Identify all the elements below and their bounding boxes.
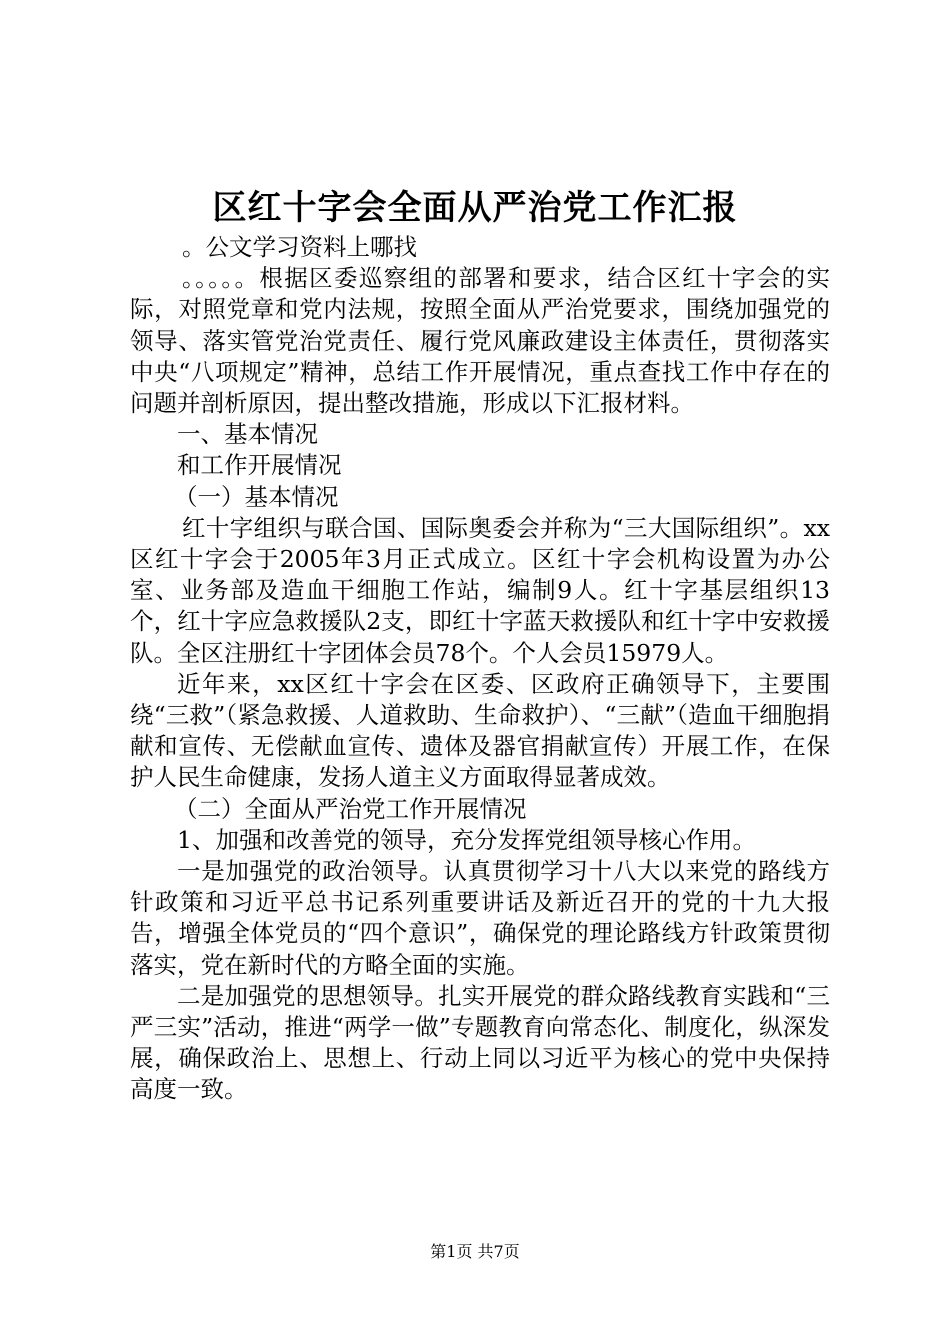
page-footer: 第1页 共7页	[430, 1242, 520, 1261]
paragraph-preamble: 。。。。。根据区委巡察组的部署和要求，结合区红十字会的实际，对照党章和党内法规，按照全面从严治党要求，围绕加强党的领导、落实管党治党责任、履行党风廉政建设主体责任，贯彻落实中央“八项规定”精神，总结工作开展情况，重点查找工作中存在的问题并剖析原因，提出整改措施，形成以下汇报材料。	[130, 264, 830, 418]
document-body	[130, 232, 830, 1106]
paragraph-point-1: 1、加强和改善党的领导，充分发挥党组领导核心作用。	[177, 825, 756, 854]
section-heading-basic: 一、基本情况	[177, 420, 318, 449]
section-heading-continuation: 和工作开展情况	[177, 451, 342, 480]
paragraph-recent-years: 近年来，xx区红十字会在区委、区政府正确领导下，主要围绕“三救”（紧急救援、人道救助、生命救护）、“三献”（造血干细胞捐献和宣传、无偿献血宣传、遗体及器官捐献宣传）开展工作，在保护人民生命健康，发扬人道主义方面取得显著成效。	[130, 669, 830, 792]
paragraph-ideological-leadership: 二是加强党的思想领导。扎实开展党的群众路线教育实践和“三严三实”活动，推进“两学一做”专题教育向常态化、制度化，纵深发展，确保政治上、思想上、行动上同以习近平为核心的党中央保持高度一致。	[130, 981, 830, 1104]
subsection-heading-basic-situation: （一）基本情况	[174, 482, 339, 511]
subsection-heading-work-progress: （二）全面从严治党工作开展情况	[174, 794, 527, 823]
paragraph-political-leadership: 一是加强党的政治领导。认真贯彻学习十八大以来党的路线方针政策和习近平总书记系列重要讲话及新近召开的党的十九大报告，增强全体党员的“四个意识”，确保党的理论路线方针政策贯彻落实，党在新时代的方略全面的实施。	[130, 857, 830, 979]
paragraph-organization: 红十字组织与联合国、国际奥委会并称为“三大国际组织”。xx区红十字会于2005年3月正式成立。区红十字会机构设置为办公室、业务部及造血干细胞工作站，编制9人。红十字基层组织13个，红十字应急救援队2支，即红十字蓝天救援队和红十字中安救援队。全区注册红十字团体会员78个。个人会员15979人。	[130, 513, 830, 667]
document-title: 区红十字会全面从严治党工作汇报	[212, 188, 738, 228]
paragraph-intro-note: 。公文学习资料上哪找	[182, 233, 417, 261]
